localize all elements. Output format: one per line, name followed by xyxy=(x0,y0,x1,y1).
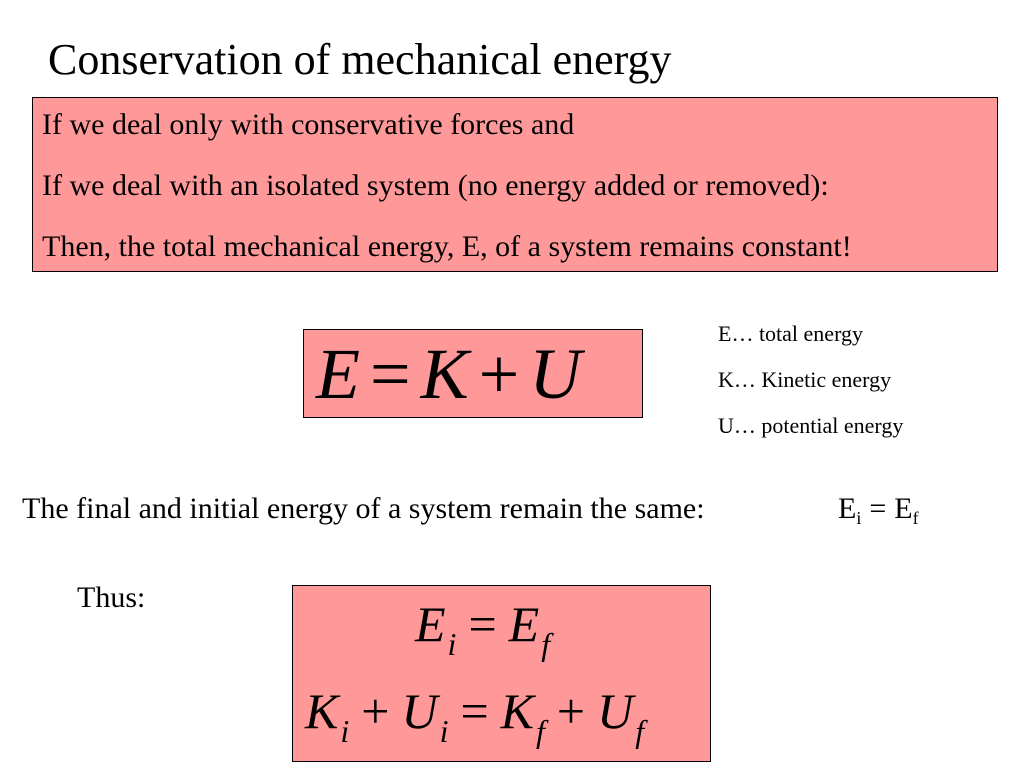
res1-rhs-sub: f xyxy=(541,626,551,662)
res2-plus-2: + xyxy=(556,683,586,739)
inline-eq-lhs-sub: i xyxy=(856,508,862,528)
slide-title: Conservation of mechanical energy xyxy=(48,35,672,84)
res2-plus-1: + xyxy=(361,683,390,739)
res2-u: U xyxy=(401,683,438,739)
res2-u-sub: i xyxy=(439,713,449,749)
eq-symbol-u: U xyxy=(529,334,582,414)
legend-kinetic-energy: K… Kinetic energy xyxy=(718,367,892,392)
res1-lhs-sub: i xyxy=(447,626,457,662)
eq-plus: + xyxy=(478,334,520,414)
res2-equals: = xyxy=(460,683,489,739)
condition-line-1: If we deal only with conservative forces and xyxy=(42,108,575,141)
res1-rhs: E xyxy=(508,596,540,652)
total-energy-equation-box xyxy=(303,329,643,418)
res1-lhs: E xyxy=(415,596,446,652)
res2-k2: K xyxy=(500,683,535,739)
inline-eq-lhs: E xyxy=(838,492,857,525)
result-equations-box xyxy=(292,585,711,762)
inline-eq-equals: = xyxy=(869,492,887,525)
thus-label: Thus: xyxy=(77,581,146,614)
inline-eq-rhs-sub: f xyxy=(912,508,919,528)
eq-symbol-k: K xyxy=(420,334,469,414)
eq-symbol-e: E xyxy=(316,334,360,414)
total-energy-equation xyxy=(316,330,581,418)
conditions-box xyxy=(32,97,998,272)
legend-total-energy: E… total energy xyxy=(718,321,863,346)
energy-statement: The final and initial energy of a system remain the same: xyxy=(22,492,705,525)
legend-potential-energy: U… potential energy xyxy=(718,413,904,438)
inline-eq-rhs: E xyxy=(894,492,913,525)
res2-k2-sub: f xyxy=(536,713,545,749)
res2-u2: U xyxy=(597,683,634,739)
res2-k-sub: i xyxy=(340,713,350,749)
res2-u2-sub: f xyxy=(635,713,645,749)
res1-equals: = xyxy=(468,596,497,652)
result-equation-1 xyxy=(415,594,551,662)
inline-energy-equation xyxy=(838,491,919,527)
conclusion-line: Then, the total mechanical energy, E, of a system remains constant! xyxy=(42,230,852,263)
result-equation-2 xyxy=(305,681,645,749)
condition-line-2: If we deal with an isolated system (no energy added or removed): xyxy=(42,169,829,202)
res2-k: K xyxy=(305,683,339,739)
eq-equals: = xyxy=(369,334,411,414)
